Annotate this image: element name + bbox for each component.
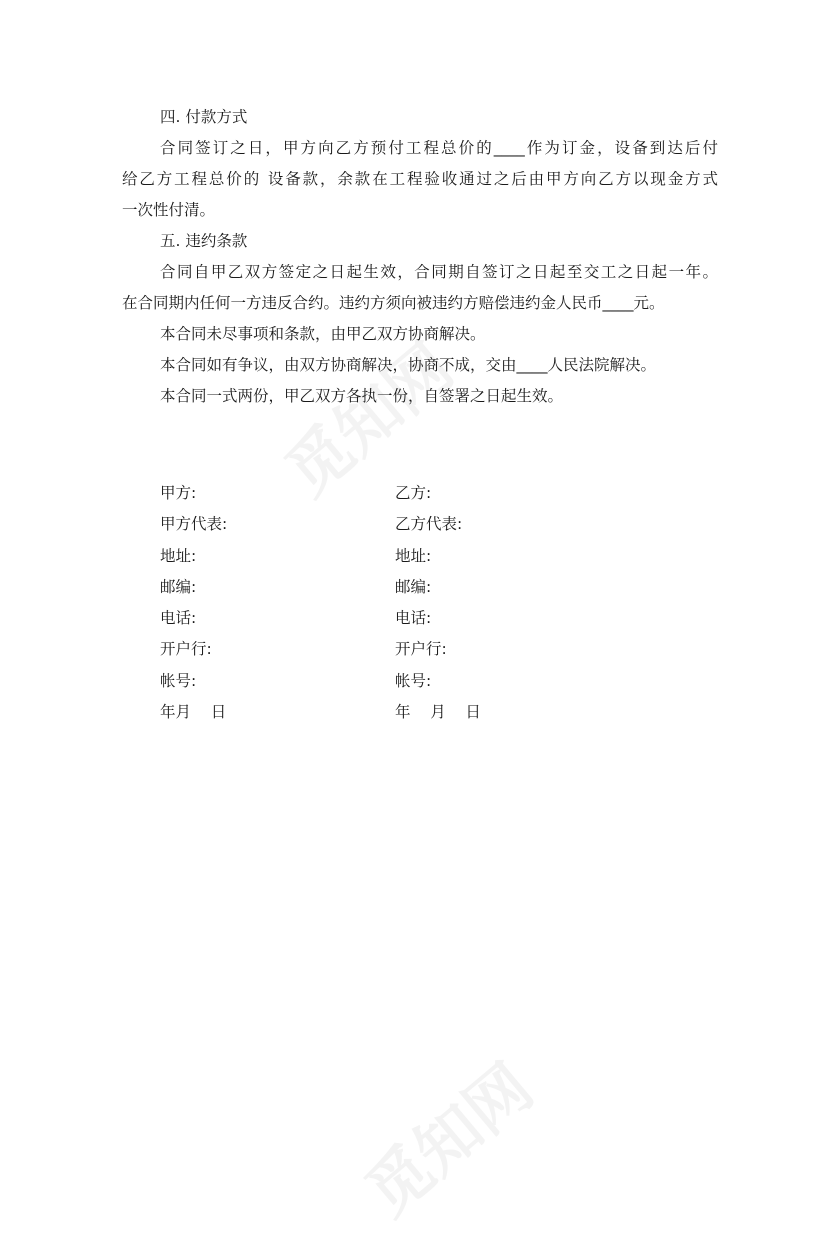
party-a-bank-label: 开户行: <box>160 640 212 659</box>
party-a-representative-label: 甲方代表: <box>160 515 228 534</box>
party-a-date-label: 年月 日 <box>160 703 227 722</box>
clause-paragraph: 本合同一式两份，甲乙双方各执一份，自签署之日起生效。 <box>160 387 564 405</box>
signature-block <box>160 478 640 728</box>
signature-row <box>160 603 640 634</box>
signature-row <box>160 634 640 665</box>
clause-paragraph: 本合同未尽事项和条款，由甲乙双方协商解决。 <box>160 325 486 343</box>
party-a-address-label: 地址: <box>160 546 197 565</box>
party-b-bank-label: 开户行: <box>395 640 447 659</box>
signature-row <box>160 666 640 697</box>
party-b-postcode-label: 邮编: <box>395 577 432 596</box>
contract-body <box>122 102 718 412</box>
breach-paragraph-line: 在合同期内任何一方违反合约。违约方须向被违约方赔偿违约金人民币____元。 <box>122 294 665 312</box>
payment-paragraph-line: 合同签订之日，甲方向乙方预付工程总价的____作为订金，设备到达后付 <box>160 139 718 157</box>
signature-row <box>160 478 640 509</box>
party-b-phone-label: 电话: <box>395 609 432 628</box>
signature-row <box>160 541 640 572</box>
section-heading-payment: 四. 付款方式 <box>160 108 248 126</box>
party-b-address-label: 地址: <box>395 546 432 565</box>
party-a-postcode-label: 邮编: <box>160 577 197 596</box>
signature-row <box>160 572 640 603</box>
clause-paragraph: 本合同如有争议，由双方协商解决，协商不成，交由____人民法院解决。 <box>160 356 657 374</box>
party-b-date-label: 年 月 日 <box>395 703 481 722</box>
party-b-account-label: 帐号: <box>395 671 432 690</box>
payment-paragraph-line: 给乙方工程总价的 设备款，余款在工程验收通过之后由甲方向乙方以现金方式 <box>122 170 718 188</box>
party-b-representative-label: 乙方代表: <box>395 515 463 534</box>
signature-row <box>160 509 640 540</box>
payment-paragraph-line: 一次性付清。 <box>122 201 216 219</box>
section-heading-breach: 五. 违约条款 <box>160 232 248 250</box>
party-a-account-label: 帐号: <box>160 671 197 690</box>
breach-paragraph-line: 合同自甲乙双方签定之日起生效，合同期自签订之日起至交工之日起一年。 <box>160 263 718 281</box>
party-a-label: 甲方: <box>160 484 197 502</box>
party-b-label: 乙方: <box>395 484 432 502</box>
watermark <box>343 1039 549 1233</box>
party-a-phone-label: 电话: <box>160 609 197 628</box>
signature-row <box>160 697 640 728</box>
